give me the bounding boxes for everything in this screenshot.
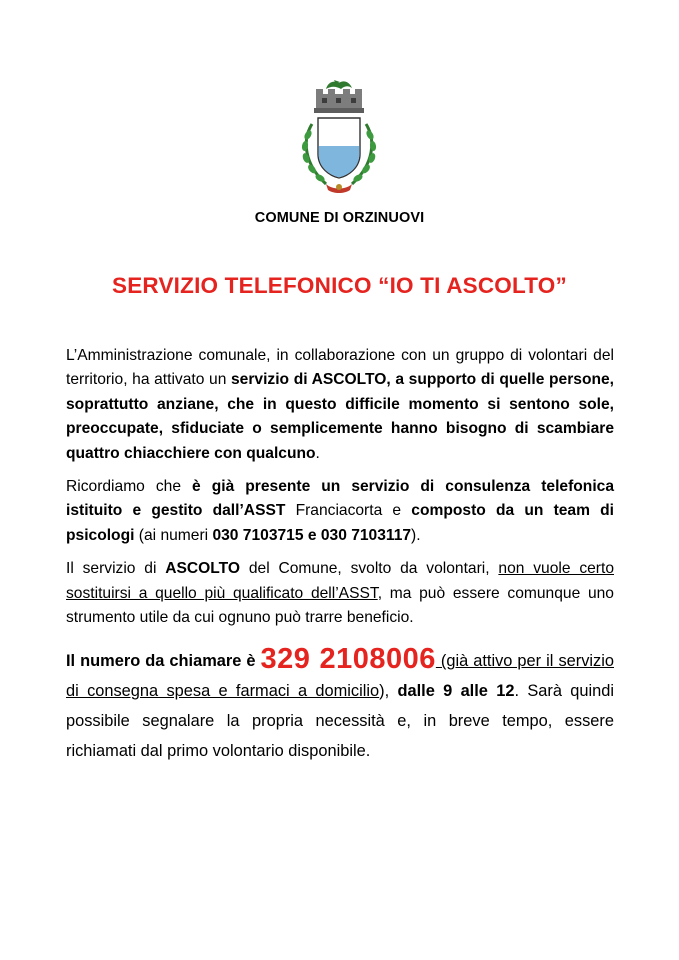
helpline-phone-number: 329 2108006 [260,643,436,676]
text-span: (ai numeri [134,526,213,544]
intro-paragraph [66,344,614,466]
bold-span: Il numero da chiamare è [66,652,261,671]
service-title: SERVIZIO TELEFONICO “IO TI ASCOLTO” [112,273,567,298]
bold-span: servizio di ASCOLTO, a supporto di quelle persone, soprattutto anziane, che in questo difficile momento si sentono sole, preoccupate, sfiduciate o semplicemente hanno bisogno di scambiare quattro chiacchiere con qualcuno [66,371,614,462]
text-span: . Sarà quindi possibile segnalare la propria necessità e, in breve tempo, essere richiamati dal primo volontario disponibile. [66,682,614,761]
volunteer-service-paragraph [66,557,614,630]
text-span: ). [411,526,421,544]
municipality-name: COMUNE DI ORZINUOVI [254,210,425,226]
text-span: , ma può essere comunque uno strumento utile da cui ognuno può trarre beneficio. [66,584,614,627]
orzinuovi-coat-of-arms-icon [296,80,382,196]
bold-span: composto da un team di psicologi [66,502,614,544]
text-span: . [315,444,320,462]
psychologist-phone-numbers: 030 7103715 e 030 7103117 [212,526,412,544]
underlined-span: non vuole certo sostituirsi a quello più qualificato dell’ASST [66,560,614,602]
text-span: Il servizio di [66,560,166,578]
text-span: Franciacorta e [285,502,412,520]
text-span: Ricordiamo che [66,478,193,496]
opening-hours: dalle 9 alle 12 [397,682,515,701]
bold-span: ASCOLTO [165,560,241,578]
text-span: ), [379,682,398,701]
flyer-body [66,344,614,775]
psychology-service-paragraph [66,475,614,548]
call-number-paragraph [66,644,614,766]
underlined-span: (già attivo per il servizio di consegna spesa e farmaci a domicilio [66,652,614,701]
text-span: L’Amministrazione comunale, in collaborazione con un gruppo di volontari del territorio, ha attivato un [66,347,614,389]
bold-span: è già presente un servizio di consulenza telefonica istituito e gestito dall’ASST [66,478,614,520]
text-span: del Comune, svolto da volontari, [240,560,499,578]
